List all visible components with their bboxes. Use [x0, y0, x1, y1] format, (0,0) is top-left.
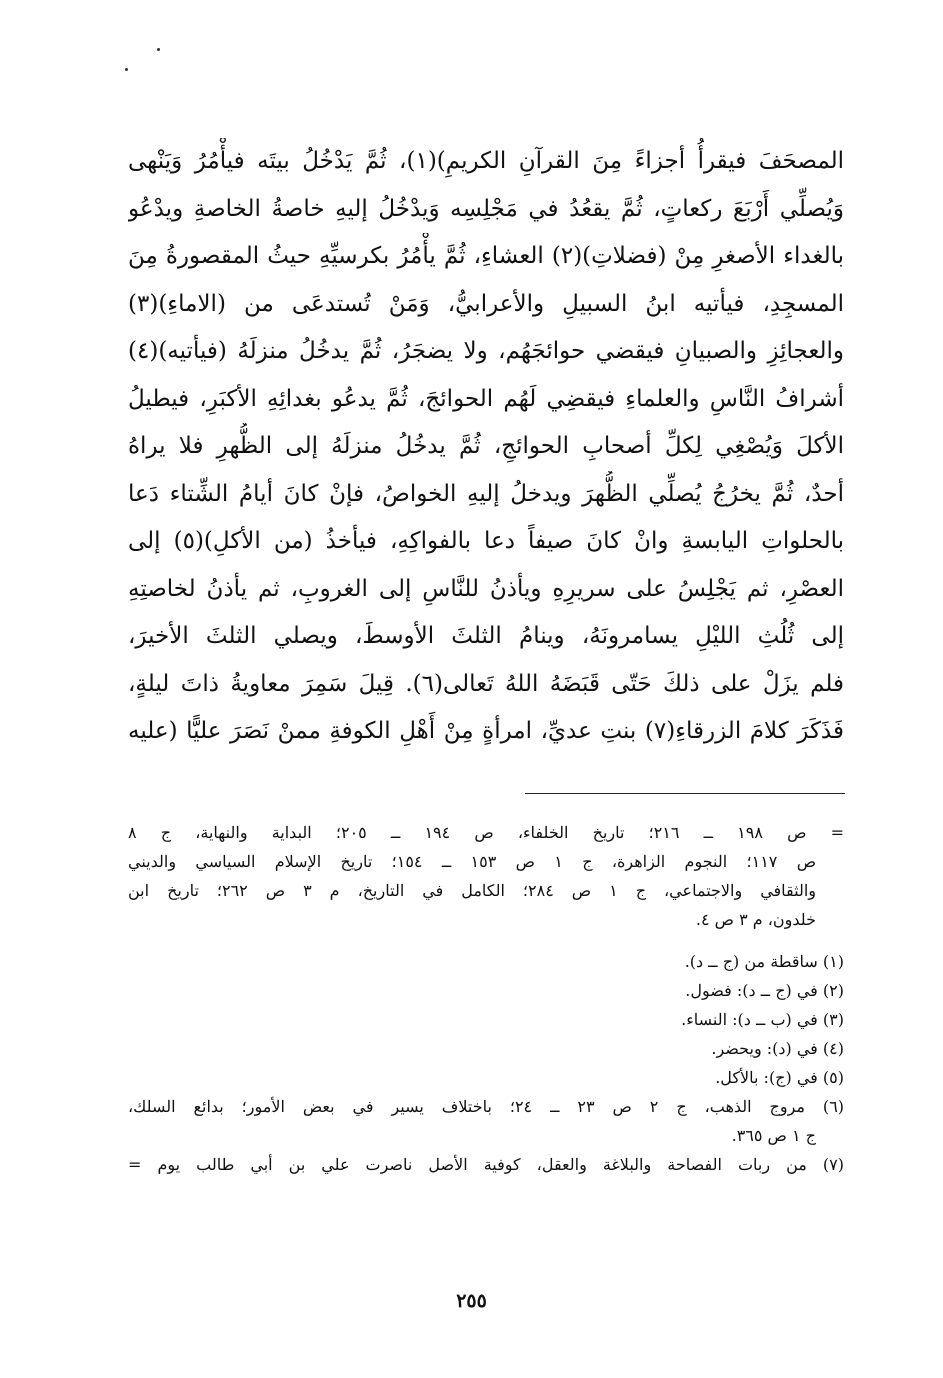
text-line: الأكلَ وَيُصْغِي لِكلِّ أصحابِ الحوائجِ، ثُمَّ يدخُلُ منزلَهُ إلى الظُّهرِ فلا يراهُ: [128, 433, 844, 459]
footnotes-section: [128, 818, 844, 1179]
text-line: فلم يزَلْ على ذلكَ حَتّى قَبَضَهُ اللهُ تَعالى(٦). قِيلَ سَمِرَ معاويةُ ذاتَ ليلةٍ،: [128, 670, 844, 697]
footnote-line: ص ١١٧؛ النجوم الزاهرة، ج ١ ص ١٥٣ ــ ١٥٤؛ تاريخ الإسلام السياسي والديني: [128, 852, 817, 871]
text-line: بالغداء الأصغرِ مِنْ (فضلاتِ)(٢) العشاءِ، ثُمَّ يأْمُرُ بكرسيِّهِ حيثُ المقصورةُ مِنَ: [128, 243, 844, 269]
text-line: المصحَفَ فيقرأُ أجزاءً مِنَ القرآنِ الكريمِ)(١)، ثُمَّ يَدْخُلُ بيتَه فيأْمُرُ وَيَنْهى: [128, 148, 844, 174]
page-number: ٢٥٥: [456, 1290, 487, 1312]
footnote-6: (٦) مروج الذهب، ج ٢ ص ٢٣ ــ ٢٤؛ باختلاف يسير في بعض الأمور؛ بدائع السلك،: [128, 1097, 844, 1116]
main-body-text: [128, 138, 844, 756]
text-line: أشرافُ النَّاسِ والعلماءِ فيقضِي لَهُم الحوائجَ، ثُمَّ يدعُو بغدائِهِ الأكبَرِ، فيطيلُ: [128, 385, 844, 412]
text-line: المسجِدِ، فيأتيه ابنُ السبيلِ والأعرابيُّ، وَمَنْ تُستدعَى من (الاماءِ)(٣): [128, 290, 844, 317]
text-line: فَذَكَرَ كلامَ الزرقاءِ(٧) بنتِ عديِّ، امرأةٍ مِنْ أَهْلِ الكوفةِ ممنْ نَصَرَ عليًّا (عليه: [128, 718, 844, 744]
text-line: وَيُصلِّي أَرْبَعَ ركعاتٍ، ثُمَّ يقعُدُ في مَجْلِسِه وَيدْخُلُ إليهِ خاصةُ الخاصةِ ويدْعُو: [128, 195, 844, 222]
speck-mark: [157, 48, 160, 51]
footnote-1: (١) ساقطة من (ج ــ د).: [684, 952, 844, 971]
footnote-line: والثقافي والاجتماعي، ج ١ ص ٢٨٤؛ الكامل في التاريخ، م ٣ ص ٢٦٢؛ تاريخ ابن: [128, 881, 817, 900]
footnote-7: (٧) من ربات الفصاحة والبلاغة والعقل، كوفية الأصل ناصرت علي بن أبي طالب يوم =: [128, 1155, 844, 1174]
footnote-4: (٤) في (د): ويحضر.: [711, 1039, 844, 1058]
footnote-line: خلدون، م ٣ ص ٤.: [695, 910, 816, 929]
text-line: العصْرِ، ثم يَجْلِسُ على سريرِهِ ويأذنُ للنَّاسِ إلى الغروبِ، ثم يأذنُ لخاصتِهِ: [128, 575, 844, 602]
speck-mark: [125, 68, 128, 71]
footnote-3: (٣) في (ب ــ د): النساء.: [681, 1010, 844, 1029]
text-line: إلى ثُلُثِ الليْلِ يسامرونَهُ، وينامُ الثلثَ الأوسطَ، ويصلي الثلثَ الأخيرَ،: [128, 623, 844, 649]
footnote-5: (٥) في (ج): بالأكل.: [715, 1068, 844, 1087]
footnote-continuation: [128, 818, 844, 934]
text-line: والعجائِزِ والصبيانِ فيقضي حوائجَهُم، ولا يضجَرُ، ثُمَّ يدخُلُ منزلَهُ (فيأتيه)(٤): [128, 338, 844, 364]
text-line: بالحلواتِ اليابسةِ وانْ كانَ صيفاً دعا بالفواكِهِ، فيأخذُ (من الأكلِ)(٥) إلى: [128, 528, 844, 554]
footnote-separator: [525, 793, 845, 794]
text-line: أحدٌ، ثُمَّ يخرُجُ يُصلِّي الظُّهرَ ويدخلُ إليهِ الخواصُ، فإنْ كانَ أيامُ الشِّتاء دَعا: [128, 480, 844, 507]
footnote-6-continuation: ج ١ ص ٣٦٥.: [731, 1126, 816, 1145]
footnote-2: (٢) في (ج ــ د): فضول.: [685, 981, 844, 1000]
footnote-line: = ص ١٩٨ ــ ٢١٦؛ تاريخ الخلفاء، ص ١٩٤ ــ ٢٠٥؛ البداية والنهاية، ج ٨: [128, 823, 844, 842]
